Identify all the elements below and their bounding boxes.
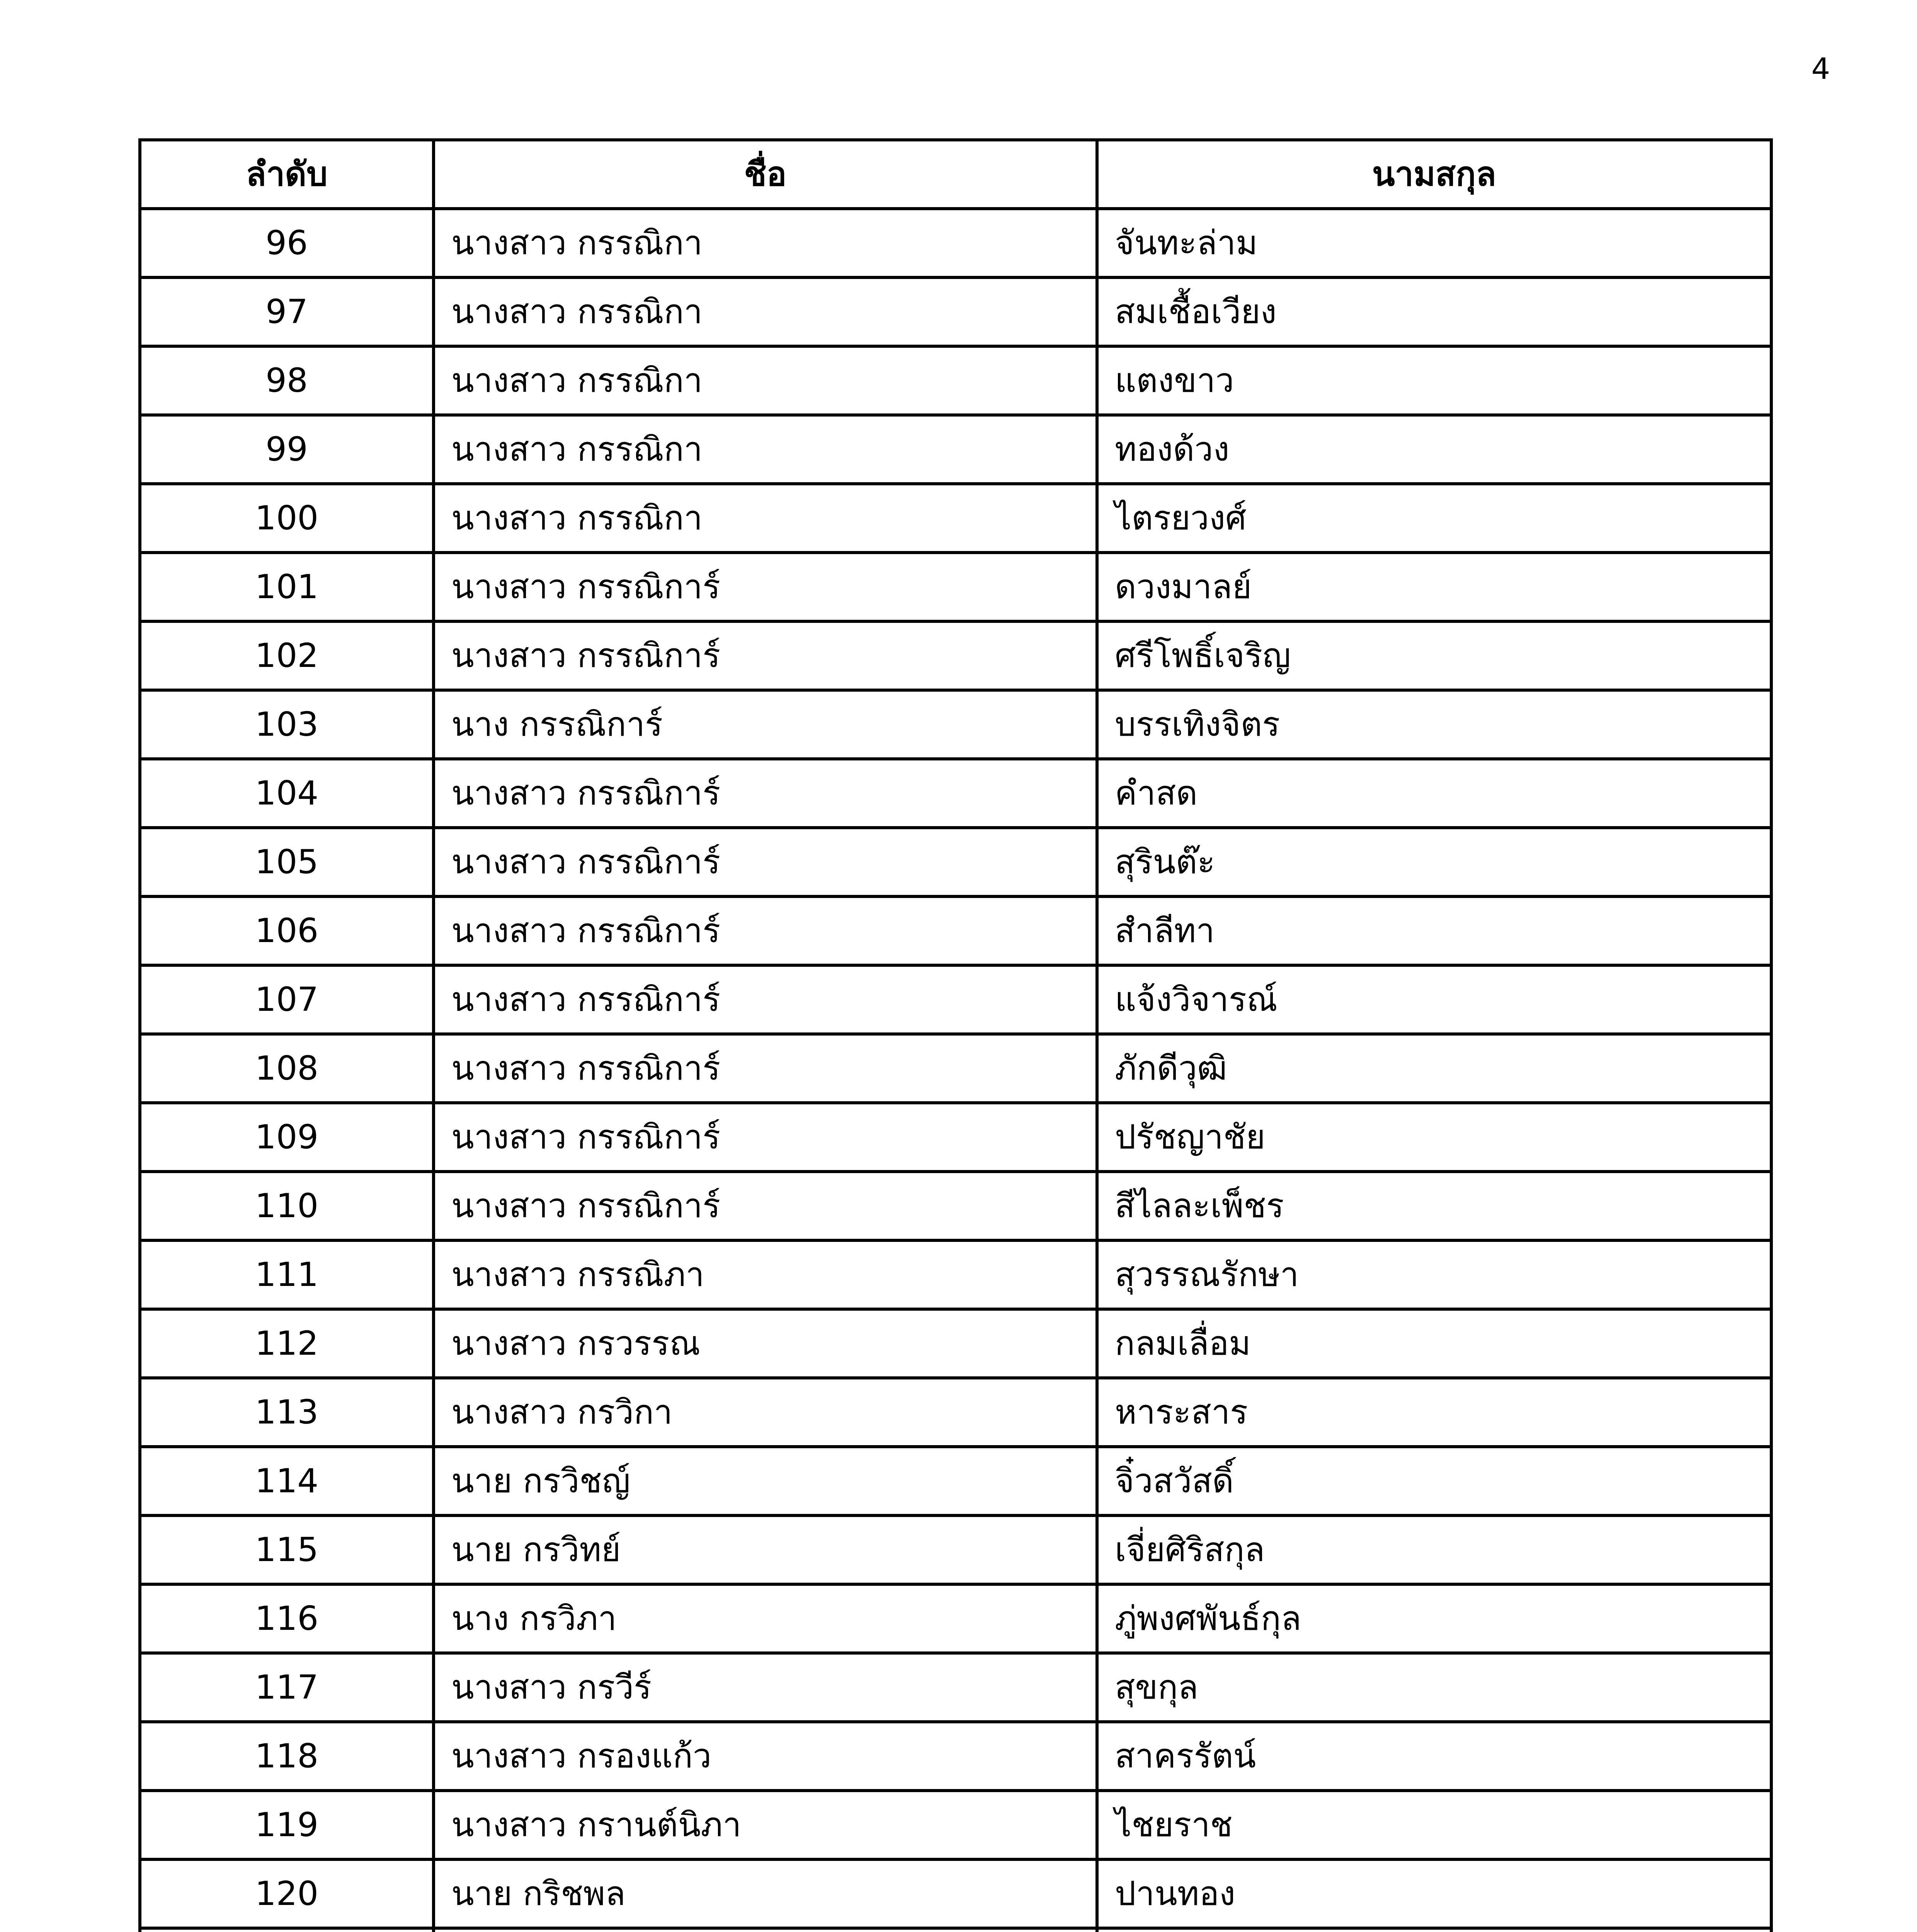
row-surname-cell: แตงขาว bbox=[1097, 346, 1771, 415]
table-row bbox=[140, 1240, 1771, 1309]
row-name-cell: นางสาว กรรณิกา bbox=[434, 277, 1097, 346]
table-row bbox=[140, 1103, 1771, 1172]
row-order-cell: 106 bbox=[140, 896, 434, 965]
table-row bbox=[140, 1722, 1771, 1791]
column-header-name: ชื่อ bbox=[434, 140, 1097, 209]
table-row bbox=[140, 484, 1771, 553]
row-name-cell: นางสาว กรรณิการ์ bbox=[434, 965, 1097, 1034]
row-name-cell: นางสาว กรวรรณ bbox=[434, 1309, 1097, 1378]
row-surname-cell: ทองด้วง bbox=[1097, 415, 1771, 484]
row-surname-cell: จิ๋วสวัสดิ์ bbox=[1097, 1447, 1771, 1515]
row-surname-cell: ภักดีวุฒิ bbox=[1097, 1034, 1771, 1103]
row-name-cell: นางสาว กรวีร์ bbox=[434, 1653, 1097, 1722]
row-order-cell: 112 bbox=[140, 1309, 434, 1378]
table-row bbox=[140, 690, 1771, 759]
row-name-cell: นางสาว กรรณิกา bbox=[434, 209, 1097, 277]
row-order-cell: 109 bbox=[140, 1103, 434, 1172]
row-name-cell: นางสาว กรรณิกา bbox=[434, 346, 1097, 415]
table-row bbox=[140, 828, 1771, 896]
row-order-cell: 111 bbox=[140, 1240, 434, 1309]
row-name-cell bbox=[434, 1928, 1097, 1932]
name-list-table bbox=[138, 138, 1773, 1932]
row-order-cell: 120 bbox=[140, 1859, 434, 1928]
row-surname-cell: สาครรัตน์ bbox=[1097, 1722, 1771, 1791]
row-surname-cell: สมเชื้อเวียง bbox=[1097, 277, 1771, 346]
row-order-cell: 108 bbox=[140, 1034, 434, 1103]
row-order-cell: 115 bbox=[140, 1515, 434, 1584]
column-header-surname: นามสกุล bbox=[1097, 140, 1771, 209]
row-name-cell: นางสาว กรองแก้ว bbox=[434, 1722, 1097, 1791]
table-row bbox=[140, 415, 1771, 484]
row-order-cell: 100 bbox=[140, 484, 434, 553]
table-row bbox=[140, 277, 1771, 346]
row-surname-cell: บรรเทิงจิตร bbox=[1097, 690, 1771, 759]
table-row bbox=[140, 1653, 1771, 1722]
table-row bbox=[140, 553, 1771, 621]
row-order-cell: 98 bbox=[140, 346, 434, 415]
table-row bbox=[140, 1584, 1771, 1653]
row-order-cell: 110 bbox=[140, 1172, 434, 1240]
row-surname-cell: ไตรยวงศ์ bbox=[1097, 484, 1771, 553]
table-row bbox=[140, 1928, 1771, 1932]
row-surname-cell: สีไลละเพ็ชร bbox=[1097, 1172, 1771, 1240]
row-surname-cell: สุขกุล bbox=[1097, 1653, 1771, 1722]
row-name-cell: นาง กรรณิการ์ bbox=[434, 690, 1097, 759]
row-name-cell: นางสาว กรรณิการ์ bbox=[434, 896, 1097, 965]
row-surname-cell: เจี่ยศิริสกุล bbox=[1097, 1515, 1771, 1584]
row-surname-cell: ปานทอง bbox=[1097, 1859, 1771, 1928]
row-surname-cell: แจ้งวิจารณ์ bbox=[1097, 965, 1771, 1034]
row-name-cell: นาง กรวิภา bbox=[434, 1584, 1097, 1653]
row-surname-cell: ปรัชญาชัย bbox=[1097, 1103, 1771, 1172]
row-order-cell: 104 bbox=[140, 759, 434, 828]
row-surname-cell bbox=[1097, 1928, 1771, 1932]
column-header-order: ลำดับ bbox=[140, 140, 434, 209]
row-name-cell: นาย กรวิชญ์ bbox=[434, 1447, 1097, 1515]
table-row bbox=[140, 1515, 1771, 1584]
row-name-cell: นางสาว กรรณิการ์ bbox=[434, 1034, 1097, 1103]
row-surname-cell: สำลีทา bbox=[1097, 896, 1771, 965]
table-row bbox=[140, 346, 1771, 415]
table-row bbox=[140, 965, 1771, 1034]
row-order-cell: 96 bbox=[140, 209, 434, 277]
row-surname-cell: ดวงมาลย์ bbox=[1097, 553, 1771, 621]
row-order-cell: 101 bbox=[140, 553, 434, 621]
row-name-cell: นางสาว กรรณิกา bbox=[434, 484, 1097, 553]
row-surname-cell: กลมเลื่อม bbox=[1097, 1309, 1771, 1378]
row-order-cell: 97 bbox=[140, 277, 434, 346]
row-surname-cell: สุรินต๊ะ bbox=[1097, 828, 1771, 896]
table-body bbox=[140, 209, 1771, 1932]
table-row bbox=[140, 1309, 1771, 1378]
table-row bbox=[140, 1034, 1771, 1103]
table-row bbox=[140, 209, 1771, 277]
table-row bbox=[140, 1172, 1771, 1240]
table-row bbox=[140, 1447, 1771, 1515]
page-number: 4 bbox=[1811, 51, 1830, 86]
row-surname-cell: ไชยราช bbox=[1097, 1791, 1771, 1859]
row-name-cell: นางสาว กรรณิการ์ bbox=[434, 1172, 1097, 1240]
row-order-cell: 114 bbox=[140, 1447, 434, 1515]
row-order-cell: 117 bbox=[140, 1653, 434, 1722]
row-name-cell: นางสาว กรรณิการ์ bbox=[434, 828, 1097, 896]
row-name-cell: นางสาว กรรณิการ์ bbox=[434, 1103, 1097, 1172]
row-surname-cell: ภู่พงศพันธ์กุล bbox=[1097, 1584, 1771, 1653]
table-row bbox=[140, 1378, 1771, 1447]
row-order-cell: 113 bbox=[140, 1378, 434, 1447]
row-surname-cell: ศรีโพธิ์เจริญ bbox=[1097, 621, 1771, 690]
row-name-cell: นางสาว กรวิกา bbox=[434, 1378, 1097, 1447]
table-row bbox=[140, 896, 1771, 965]
table-row bbox=[140, 1859, 1771, 1928]
row-order-cell: 105 bbox=[140, 828, 434, 896]
row-order-cell: 116 bbox=[140, 1584, 434, 1653]
row-surname-cell: คำสด bbox=[1097, 759, 1771, 828]
row-name-cell: นางสาว กรรณิการ์ bbox=[434, 621, 1097, 690]
row-order-cell: 119 bbox=[140, 1791, 434, 1859]
row-order-cell: 99 bbox=[140, 415, 434, 484]
row-name-cell: นาย กริชพล bbox=[434, 1859, 1097, 1928]
table-row bbox=[140, 759, 1771, 828]
row-order-cell: 102 bbox=[140, 621, 434, 690]
row-name-cell: นางสาว กรรณิกา bbox=[434, 415, 1097, 484]
table-row bbox=[140, 1791, 1771, 1859]
table-row bbox=[140, 621, 1771, 690]
table-header-row bbox=[140, 140, 1771, 209]
row-surname-cell: จันทะล่าม bbox=[1097, 209, 1771, 277]
row-surname-cell: หาระสาร bbox=[1097, 1378, 1771, 1447]
row-order-cell: 107 bbox=[140, 965, 434, 1034]
row-name-cell: นางสาว กรานต์นิภา bbox=[434, 1791, 1097, 1859]
row-order-cell: 103 bbox=[140, 690, 434, 759]
row-name-cell: นาย กรวิทย์ bbox=[434, 1515, 1097, 1584]
row-name-cell: นางสาว กรรณิการ์ bbox=[434, 553, 1097, 621]
row-name-cell: นางสาว กรรณิภา bbox=[434, 1240, 1097, 1309]
row-surname-cell: สุวรรณรักษา bbox=[1097, 1240, 1771, 1309]
row-name-cell: นางสาว กรรณิการ์ bbox=[434, 759, 1097, 828]
row-order-cell: 118 bbox=[140, 1722, 434, 1791]
row-order-cell bbox=[140, 1928, 434, 1932]
